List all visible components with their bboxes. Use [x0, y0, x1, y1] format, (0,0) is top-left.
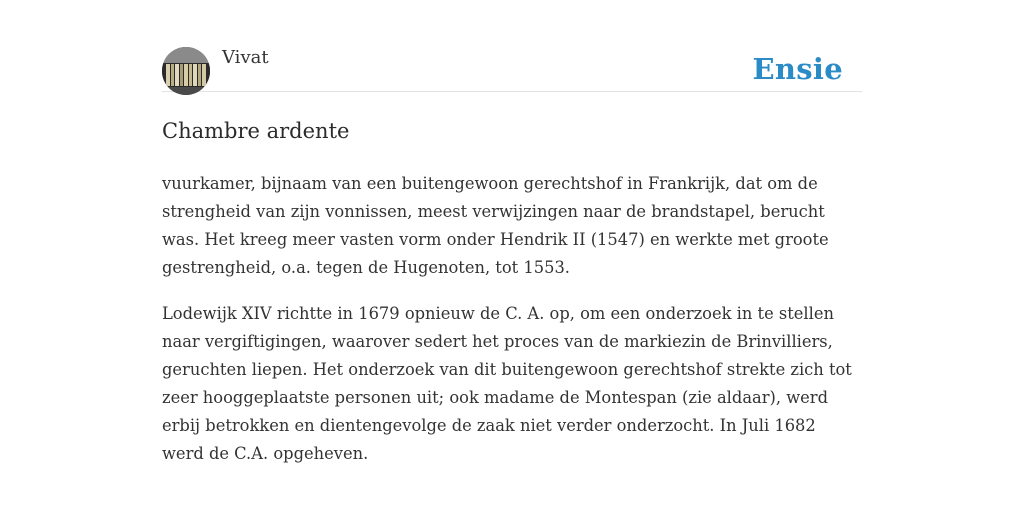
header — [162, 0, 862, 92]
bookshelf-icon — [162, 47, 210, 95]
author-name[interactable]: Vivat — [222, 47, 269, 68]
article-page — [162, 0, 862, 486]
article-body — [162, 170, 862, 468]
paragraph: vuurkamer, bijnaam van een buitengewoon gerechtshof in Frankrijk, dat om de strengheid van zijn vonnissen, meest verwijzingen naar de brandstapel, berucht was. Het kreeg meer vasten vorm onder Hendrik II (1547) en werkte met groote gestrengheid, o.a. tegen de Hugenoten, tot 1553. — [162, 174, 829, 277]
avatar[interactable] — [162, 47, 210, 95]
paragraph: Lodewijk XIV richtte in 1679 opnieuw de C. A. op, om een onderzoek in te stellen naar vergiftigingen, waarover sedert het proces van de markiezin de Brinvilliers, geruchten liepen. Het onderzoek van dit buitengewoon gerechtshof strekte zich tot zeer hooggeplaatste personen uit; ook madame de Montespan (zie aldaar), werd erbij betrokken en dientengevolge de zaak niet verder onderzocht. In Juli 1682 werd de C.A. opgeheven. — [162, 304, 852, 463]
page-title: Chambre ardente — [162, 119, 350, 143]
brand-logo[interactable]: Ensie — [752, 52, 843, 86]
